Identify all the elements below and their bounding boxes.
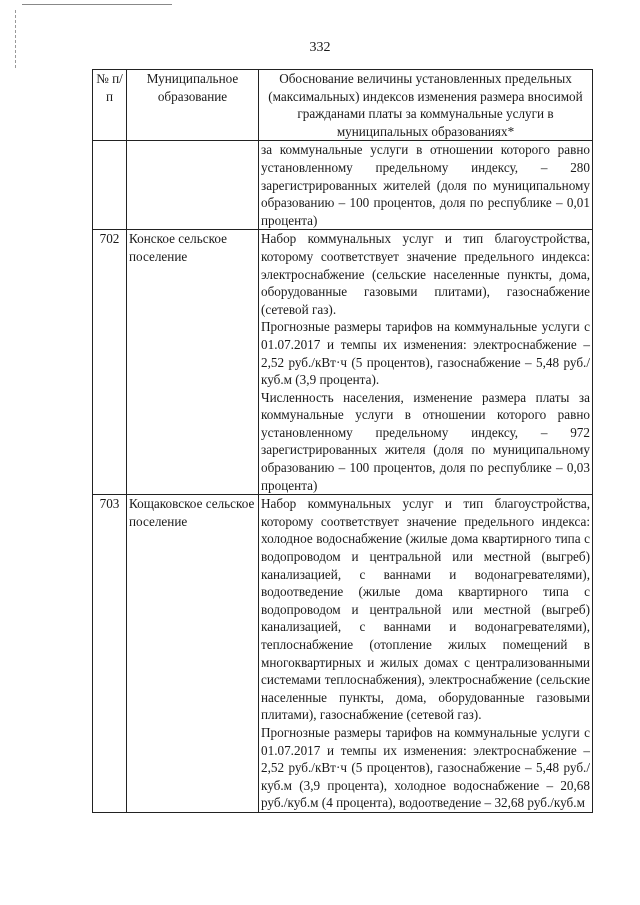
scan-artifact-margin bbox=[15, 10, 16, 68]
header-justification: Обоснование величины установленных предельных (максимальных) индексов изменения размера вносимой гражданами платы за коммунальные услуги в муниципальных образованиях* bbox=[259, 70, 593, 141]
justification-paragraph: Набор коммунальных услуг и тип благоустройства, которому соответствует значение предельного индекса: холодное водоснабжение (жилые дома квартирного типа с водопроводом и центральной или местной (выгреб) канализацией, с ваннами и водонагревателями), водоотведение (жилые дома квартирного типа с водопроводом и центральной или местной (выгреб) канализацией, с ваннами и водонагревателями), теплоснабжение (отопление жилых помещений в многоквартирных и жилых домах с централизованными системами теплоснабжения), электроснабжение (сельские населенные пункты, дома, оборудованные газовыми плитами), газоснабжение (сетевой газ). bbox=[261, 496, 590, 723]
justification-paragraph: за коммунальные услуги в отношении которого равно установленному предельному индексу, – 280 зарегистрированных жителей (доля по муниципальному образованию – 100 процентов, доля по республике – 0,01 процента) bbox=[261, 142, 590, 228]
header-municipality: Муниципальное образование bbox=[127, 70, 259, 141]
table-header-row bbox=[93, 70, 593, 141]
page-number: 332 bbox=[309, 40, 331, 55]
scan-artifact-line bbox=[22, 4, 172, 5]
justification-paragraph: Численность населения, изменение размера платы за коммунальные услуги в отношении которого равно установленному предельному индексу, – 972 зарегистрированных жителя (доля по муниципальному образованию – 100 процентов, доля по республике – 0,03 процента) bbox=[261, 389, 590, 493]
header-no: № п/п bbox=[93, 70, 127, 141]
table-row bbox=[93, 230, 593, 495]
row-justification bbox=[259, 141, 593, 230]
row-number: 702 bbox=[93, 230, 127, 495]
justification-paragraph: Прогнозные размеры тарифов на коммунальные услуги с 01.07.2017 и темпы их изменения: электроснабжение – 2,52 руб./кВт·ч (5 процентов), газоснабжение – 5,48 руб./куб.м (3,9 процента). bbox=[261, 319, 590, 388]
table-row bbox=[93, 141, 593, 230]
table-row bbox=[93, 495, 593, 813]
row-number bbox=[93, 141, 127, 230]
row-justification bbox=[259, 495, 593, 813]
row-municipality bbox=[127, 141, 259, 230]
row-municipality: Кощаковское сельское поселение bbox=[127, 495, 259, 813]
tariff-table bbox=[92, 69, 593, 813]
justification-paragraph: Прогнозные размеры тарифов на коммунальные услуги с 01.07.2017 и темпы их изменения: электроснабжение – 2,52 руб./кВт·ч (5 процентов), газоснабжение – 5,48 руб./куб.м (3,9 процента), холодное водоснабжение – 20,68 руб./куб.м (4 процента), водоотведение – 32,68 руб./куб.м bbox=[261, 724, 590, 811]
row-municipality: Конское сельское поселение bbox=[127, 230, 259, 495]
justification-paragraph: Набор коммунальных услуг и тип благоустройства, которому соответствует значение предельного индекса: электроснабжение (сельские населенные пункты, дома, оборудованные газовыми плитами), газоснабжение (сетевой газ). bbox=[261, 231, 590, 317]
row-number: 703 bbox=[93, 495, 127, 813]
row-justification bbox=[259, 230, 593, 495]
